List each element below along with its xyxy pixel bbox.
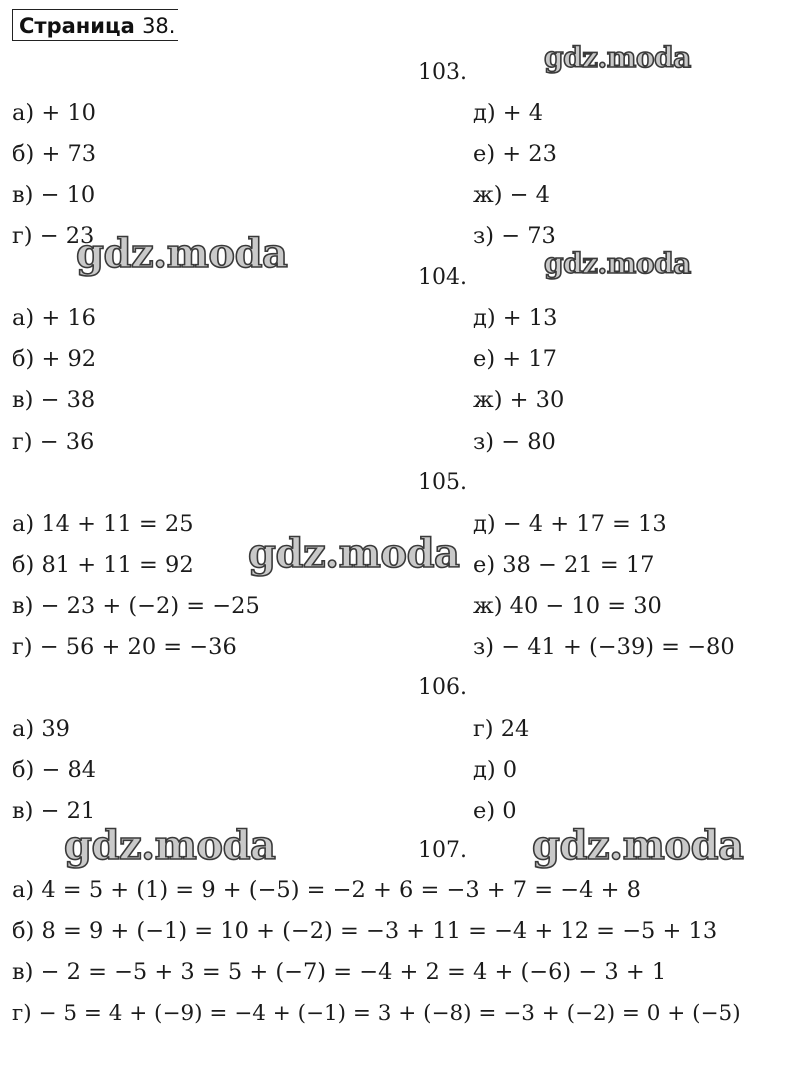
watermark-logo: gdz.moda xyxy=(544,247,691,280)
answer-line: г) 24 xyxy=(473,716,530,742)
answer-line: б) + 73 xyxy=(12,141,97,167)
answer-line: а) 4 = 5 + (1) = 9 + (−5) = −2 + 6 = −3 + 7 = −4 + 8 xyxy=(12,877,641,903)
answer-line: д) + 13 xyxy=(473,305,558,331)
watermark-logo: gdz.moda xyxy=(248,530,460,577)
answer-line: б) 81 + 11 = 92 xyxy=(12,552,194,578)
answer-line: г) − 23 xyxy=(12,223,95,249)
page-header-label: Страница xyxy=(19,14,135,38)
watermark-logo: gdz.moda xyxy=(532,822,744,869)
answer-line: з) − 41 + (−39) = −80 xyxy=(473,634,735,660)
answer-line: в) − 2 = −5 + 3 = 5 + (−7) = −4 + 2 = 4 + (−6) − 3 + 1 xyxy=(12,959,667,985)
answer-line: ж) + 30 xyxy=(473,387,565,413)
answer-line: а) 14 + 11 = 25 xyxy=(12,511,194,537)
answer-line: г) − 56 + 20 = −36 xyxy=(12,634,237,660)
answer-line: д) 0 xyxy=(473,757,518,783)
answer-line: в) − 23 + (−2) = −25 xyxy=(12,593,260,619)
answer-line: е) 0 xyxy=(473,798,517,824)
page-header xyxy=(12,9,178,41)
answer-line: з) − 73 xyxy=(473,223,556,249)
answer-line: д) + 4 xyxy=(473,100,544,126)
watermark-logo: gdz.moda xyxy=(76,230,288,277)
answer-line: д) − 4 + 17 = 13 xyxy=(473,511,667,537)
answer-line: ж) 40 − 10 = 30 xyxy=(473,593,662,619)
answer-line: е) 38 − 21 = 17 xyxy=(473,552,655,578)
watermark-logo: gdz.moda xyxy=(64,822,276,869)
answer-line: в) − 38 xyxy=(12,387,96,413)
problem-106-number: 106. xyxy=(418,675,467,700)
problem-104-number: 104. xyxy=(418,265,467,290)
answer-line: а) + 10 xyxy=(12,100,96,126)
answer-line: б) + 92 xyxy=(12,346,97,372)
answer-line: б) 8 = 9 + (−1) = 10 + (−2) = −3 + 11 = −4 + 12 = −5 + 13 xyxy=(12,918,718,944)
problem-103-number: 103. xyxy=(418,60,467,85)
answer-line: а) + 16 xyxy=(12,305,96,331)
answer-line: ж) − 4 xyxy=(473,182,550,208)
answer-line: в) − 21 xyxy=(12,798,96,824)
watermark-logo: gdz.moda xyxy=(544,41,691,74)
answer-line: з) − 80 xyxy=(473,429,556,455)
problem-107-number: 107. xyxy=(418,838,467,863)
answer-line: е) + 23 xyxy=(473,141,557,167)
answer-line: в) − 10 xyxy=(12,182,96,208)
answer-line: г) − 5 = 4 + (−9) = −4 + (−1) = 3 + (−8) = −3 + (−2) = 0 + (−5) xyxy=(12,1001,741,1026)
answer-line: а) 39 xyxy=(12,716,70,742)
page-number: 38. xyxy=(142,14,176,38)
answer-line: б) − 84 xyxy=(12,757,97,783)
problem-105-number: 105. xyxy=(418,470,467,495)
answer-line: е) + 17 xyxy=(473,346,557,372)
answer-line: г) − 36 xyxy=(12,429,95,455)
